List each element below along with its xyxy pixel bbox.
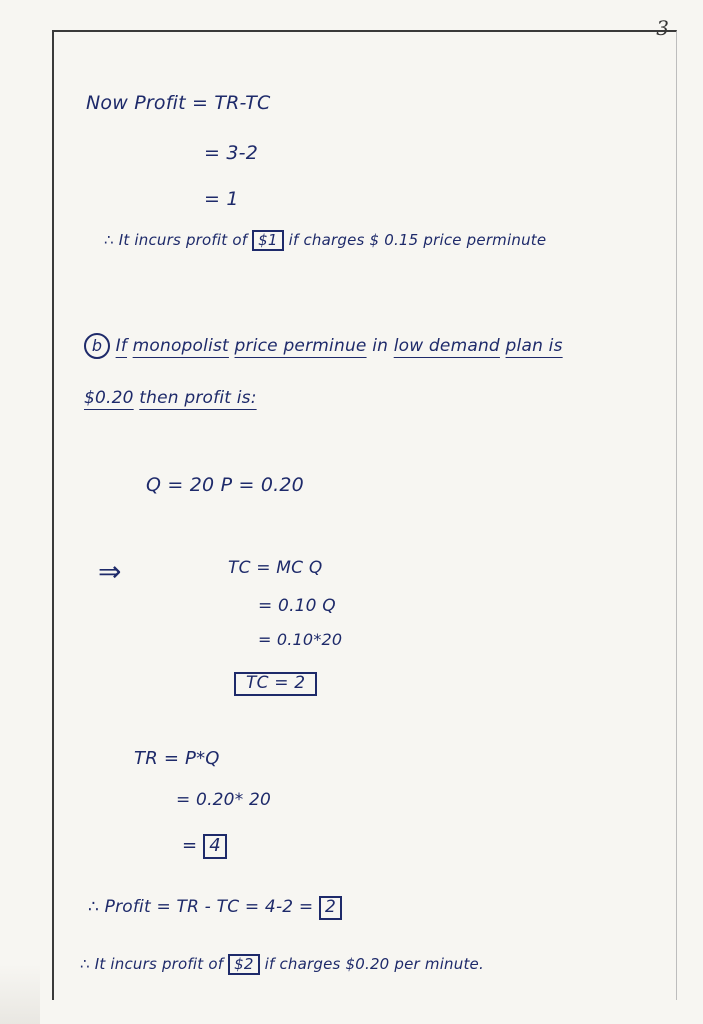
conclusion-a-suffix: if charges $ 0.15 price perminute [288,231,547,249]
part-b-word-monopolist: monopolist [132,336,229,356]
conclusion-a [104,230,546,251]
tc-line-2: = 0.10 Q [258,596,336,616]
tr-line-2: = 0.20* 20 [176,790,272,810]
implies-arrow: ⇒ [98,555,122,588]
profit-step-1: = 3-2 [204,142,258,164]
part-b-word-if: If [115,336,128,356]
part-b-low-demand: low demand [393,336,500,356]
page-frame [52,30,677,1000]
q-and-p-line: Q = 20 P = 0.20 [146,474,304,496]
part-b-plan-is: plan is [505,336,563,356]
tr-line-3 [182,834,227,859]
tc-line-3: = 0.10*20 [258,630,343,649]
tc-result-boxed: TC = 2 [234,672,317,696]
conclusion-a-prefix: ∴ It incurs profit of [104,231,248,249]
part-b-label: b [84,333,110,359]
conclusion-b-suffix: if charges $0.20 per minute. [264,955,484,973]
profit-final-boxed: 2 [319,896,342,920]
profit-final-prefix: ∴ Profit = TR - TC = 4-2 = [88,897,314,917]
tc-result [234,672,317,696]
conclusion-b-boxed-value: $2 [228,954,260,975]
profit-step-2: = 1 [204,188,239,210]
conclusion-b [80,954,484,975]
page-number: 3 [656,16,669,40]
conclusion-a-boxed-value: $1 [252,230,284,251]
part-b-word-in: in [372,336,389,356]
part-b-price-per-minute: price perminue [234,336,367,356]
part-b-price: $0.20 [84,388,134,408]
profit-final-line [88,896,342,920]
part-b-heading [84,333,563,359]
conclusion-b-prefix: ∴ It incurs profit of [80,955,224,973]
part-b-heading-line-2 [84,388,257,408]
profit-formula-line: Now Profit = TR-TC [86,92,271,114]
tr-line-3-prefix: = [182,835,198,856]
tc-line-1: TC = MC Q [228,558,323,578]
part-b-then-profit: then profit is: [139,388,257,408]
page-corner-shadow [0,964,40,1024]
tr-result-boxed: 4 [203,834,227,859]
tr-line-1: TR = P*Q [134,748,220,769]
